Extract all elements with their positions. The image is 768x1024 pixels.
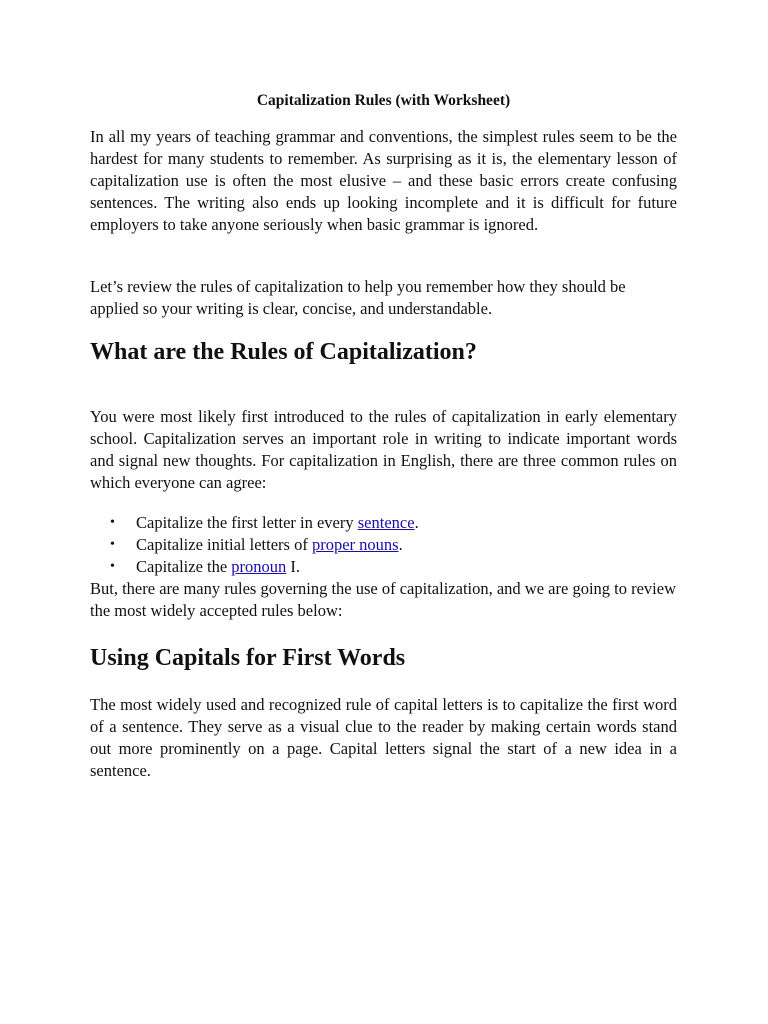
intro-paragraph: In all my years of teaching grammar and conventions, the simplest rules seem to be the hardest for many students to remember. As surprising as it is, the elementary lesson of capitalization use is often the most elusive – and these basic errors create confusing sentences. The writing also ends up looking incomplete and it is difficult for future employers to take anyone seriously when basic grammar is ignored. — [90, 127, 677, 234]
list-item — [110, 556, 677, 578]
rule-text-end: I. — [286, 557, 301, 576]
section-heading-first-words: Using Capitals for First Words — [90, 645, 406, 671]
rule-text: Capitalize the — [136, 557, 232, 576]
rule-text-end: . — [414, 513, 419, 532]
first-words-paragraph: The most widely used and recognized rule of capital letters is to capitalize the first word of a sentence. They serve as a visual clue to the reader by making certain words stand out more prominently on a page. Capital letters signal the start of a new idea in a sentence. — [90, 695, 677, 780]
proper-nouns-link[interactable]: proper nouns — [311, 535, 399, 554]
rules-list — [90, 512, 677, 578]
section-heading-rules: What are the Rules of Capitalization? — [90, 339, 477, 365]
rule-text: Capitalize the first letter in every — [136, 513, 358, 532]
rule-text: Capitalize initial letters of — [136, 535, 312, 554]
sentence-link[interactable]: sentence — [357, 513, 415, 532]
bullet-icon: • — [110, 537, 115, 552]
pronoun-link[interactable]: pronoun — [231, 557, 287, 576]
list-item — [110, 534, 677, 556]
bullet-icon: • — [110, 559, 115, 574]
document-page — [90, 90, 677, 782]
rules-closing-paragraph: But, there are many rules governing the use of capitalization, and we are going to review the most widely accepted rules below: — [90, 579, 676, 620]
rules-intro-paragraph: You were most likely first introduced to the rules of capitalization in early elementary school. Capitalization serves an important role in writing to indicate important words and signal new thoughts. For capitalization in English, there are three common rules on which everyone can agree: — [90, 407, 677, 492]
rule-text-end: . — [398, 535, 403, 554]
document-title: Capitalization Rules (with Worksheet) — [256, 92, 511, 109]
bullet-icon: • — [110, 515, 115, 530]
list-item — [110, 512, 677, 534]
review-paragraph: Let’s review the rules of capitalization to help you remember how they should be applied so your writing is clear, concise, and understandable. — [90, 277, 626, 318]
